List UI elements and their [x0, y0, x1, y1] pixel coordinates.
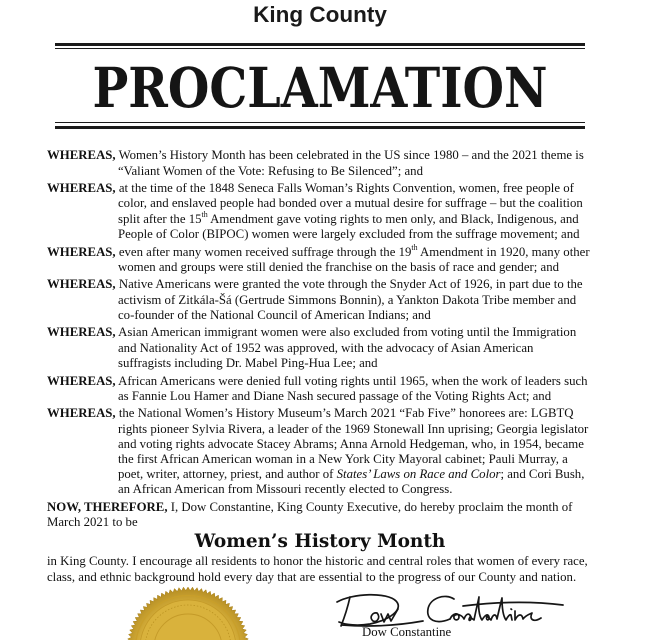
- clause-text: rights pioneer Sylvia Rivera, a leader of the 1969 Stonewall Inn uprising; Georgia legislator: [118, 421, 589, 436]
- clause-text: activism of Zitkála-Šá (Gertrude Simmons Bonnin), a Yankton Dakota Tribe member and: [118, 292, 577, 307]
- closing-statement: [47, 554, 627, 585]
- clause-line: [47, 196, 627, 211]
- clause-line: [47, 437, 627, 452]
- clause-text: even after many women received suffrage through the 19: [118, 244, 412, 259]
- ordinal-suffix: th: [411, 243, 418, 253]
- proclaimed-observance: Women’s History Month: [194, 531, 446, 552]
- signer-printed-name: Dow Constantine: [362, 625, 452, 639]
- clause-text: Women’s History Month has been celebrated in the US since 1980 – and the 2021 theme is: [118, 148, 584, 163]
- clause-line: [47, 500, 627, 515]
- clause-line: [47, 245, 627, 260]
- signature: [333, 589, 568, 629]
- clause-lead: WHEREAS,: [47, 244, 116, 259]
- clause-line: [47, 422, 627, 437]
- clause-text: the first African American woman in a New York City Mayoral cabinet; Pauli Murray, a: [118, 451, 568, 466]
- clause-line: [47, 277, 627, 292]
- clause-line: [47, 148, 627, 163]
- whereas-clause: [47, 148, 627, 178]
- whereas-clause: [47, 277, 627, 323]
- clause-line: [47, 260, 627, 275]
- bottom-rule-thick: [55, 126, 585, 129]
- signature-ink: [337, 595, 563, 626]
- clause-text: the National Women’s History Museum’s March 2021 “Fab Five” honorees are: LGBTQ: [118, 406, 574, 421]
- whereas-clause: [47, 325, 627, 371]
- clause-text: an African American from Missouri recently elected to Congress.: [118, 482, 453, 497]
- clause-text: women and groups were still denied the franchise on the basis of race and gender; and: [118, 259, 559, 274]
- clause-line: [47, 212, 627, 227]
- clause-lead: WHEREAS,: [47, 325, 116, 340]
- clause-text: Asian American immigrant women were also excluded from voting until the Immigration: [118, 325, 577, 340]
- clause-text: I, Dow Constantine, King County Executive, do hereby proclaim the month of: [170, 500, 573, 515]
- clause-line: [47, 482, 627, 497]
- whereas-clause: [47, 181, 627, 242]
- clause-line: [47, 293, 627, 308]
- clause-lead: WHEREAS,: [47, 406, 116, 421]
- clause-line: [47, 308, 627, 323]
- clause-lead: WHEREAS,: [47, 277, 116, 292]
- closing-line: [47, 554, 627, 570]
- clause-line: [47, 341, 627, 356]
- clause-text: as Fannie Lou Hamer and Diane Nash secured passage of the Voting Rights Act; and: [118, 388, 552, 403]
- clause-lead: WHEREAS,: [47, 148, 116, 163]
- clause-text: “Valiant Women of the Vote: Refusing to Be Silenced”; and: [118, 163, 423, 178]
- closing-text: class, and ethnic background hold every day that are essential to the progress of our County and nation.: [47, 569, 577, 584]
- clause-text: People of Color (BIPOC) women were largely excluded from the suffrage movement; and: [118, 226, 580, 241]
- clause-text: Amendment in 1920, many other: [417, 244, 590, 259]
- clause-line: [47, 467, 627, 482]
- clause-text: and Nationality Act of 1952 was approved, with the advocacy of Asian American: [118, 340, 534, 355]
- clause-text: Native Americans were granted the vote through the Snyder Act of 1926, in part due to the: [118, 277, 583, 292]
- top-rule-thin: [55, 48, 585, 49]
- top-rule-thick: [55, 43, 585, 46]
- clause-lead: NOW, THEREFORE,: [47, 500, 168, 515]
- signature-stroke: [341, 597, 350, 626]
- whereas-clause: [47, 245, 627, 275]
- clause-lead: WHEREAS,: [47, 181, 116, 196]
- clause-line: [47, 227, 627, 242]
- organization-name: King County: [253, 2, 387, 27]
- whereas-clause: [47, 406, 627, 497]
- proclamation-body: [47, 148, 627, 533]
- closing-line: [47, 570, 627, 586]
- clause-line: [47, 325, 627, 340]
- clause-line: [47, 389, 627, 404]
- clause-text: color, and enslaved people had bonded over a mutual desire for suffrage – but the coalition: [118, 196, 583, 211]
- therefore-clause: [47, 500, 627, 530]
- clause-text: and voting rights advocate Stacey Abrams; Anna Arnold Hedgeman, who, in 1954, became: [118, 436, 584, 451]
- clause-line: [47, 356, 627, 371]
- clause-text: ; and Cori Bush,: [500, 467, 585, 482]
- clause-line: [47, 374, 627, 389]
- bottom-rule-thin: [55, 122, 585, 123]
- gold-seal-icon: [125, 586, 251, 640]
- clause-text: African Americans were denied full voting rights until 1965, when the work of leaders such: [118, 373, 588, 388]
- clause-line: [47, 164, 627, 179]
- clause-text: poet, writer, attorney, priest, and author of: [118, 467, 337, 482]
- closing-text: in King County. I encourage all residents to honor the historic and central roles that women of every race,: [47, 554, 588, 569]
- signature-stroke: [450, 597, 541, 620]
- clause-text: co-founder of the National Council of American Indians; and: [118, 307, 431, 322]
- book-title: States’ Laws on Race and Color: [336, 467, 501, 482]
- ordinal-suffix: th: [201, 210, 208, 220]
- clause-text: at the time of the 1848 Seneca Falls Woman’s Rights Convention, women, free people of: [118, 181, 574, 196]
- signature-stroke: [371, 609, 398, 622]
- clause-line: [47, 515, 627, 530]
- clause-text: March 2021 to be: [47, 515, 138, 530]
- clause-line: [47, 406, 627, 421]
- clause-text: Amendment gave voting rights to men only, and Black, Indigenous, and: [207, 211, 579, 226]
- clause-text: split after the 15: [118, 211, 202, 226]
- document-title: PROCLAMATION: [92, 55, 548, 120]
- whereas-clause: [47, 374, 627, 404]
- clause-line: [47, 452, 627, 467]
- clause-line: [47, 181, 627, 196]
- clause-text: suffragists including Dr. Mabel Ping-Hua Lee; and: [118, 355, 378, 370]
- clause-lead: WHEREAS,: [47, 373, 116, 388]
